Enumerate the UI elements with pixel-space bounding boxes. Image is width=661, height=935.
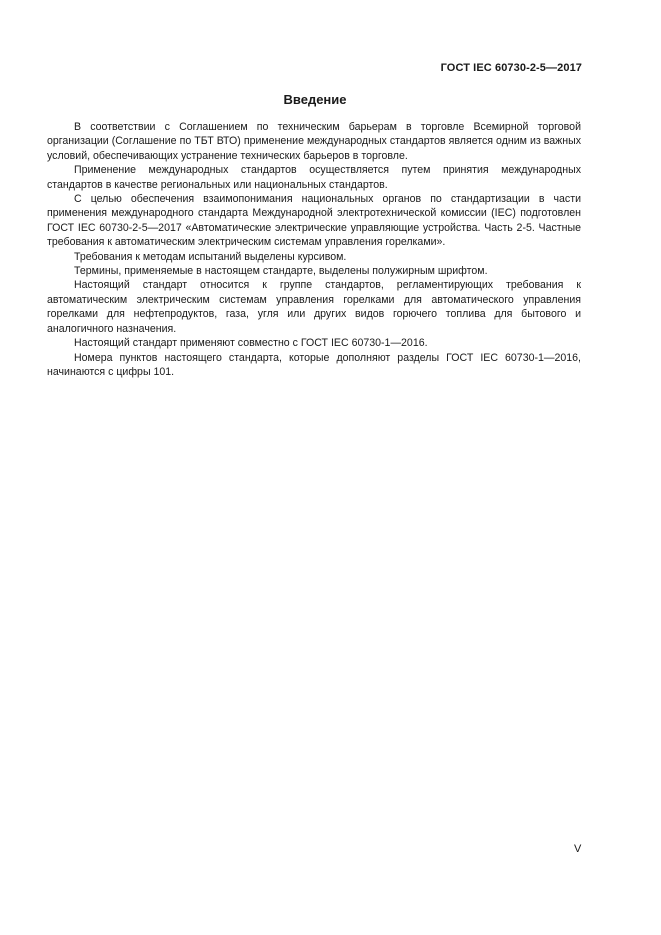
section-title: Введение <box>283 92 347 107</box>
paragraph-application: Применение международных стандартов осуществляется путем принятия международных стандартов в качестве региональных или национальных стандартов. <box>47 164 581 191</box>
page-number: V <box>574 843 582 855</box>
paragraph-purpose: С целью обеспечения взаимопонимания национальных органов по стандартизации в части применения международного стандарта Международной электротехнической комиссии (IEC) подготовлен ГОСТ IEC 60730-2-5—2017 «Автоматические электрические управляющие устройства. Часть 2-5. Частные требования к автоматическим электрическим системам управления горелками». <box>47 193 581 249</box>
paragraph-scope: Настоящий стандарт относится к группе стандартов, регламентирующих требования к автоматическим электрическим системам управления горелками для автоматического управления горелками для нефтепродуктов, газа, угля или других видов горючего топлива для бытового и аналогичного назначения. <box>47 279 581 335</box>
document-code: ГОСТ IEC 60730-2-5—2017 <box>440 62 582 74</box>
introduction-body <box>47 120 581 379</box>
paragraph-numbering: Номера пунктов настоящего стандарта, которые дополняют разделы ГОСТ IEC 60730-1—2016, начинаются с цифры 101. <box>47 351 581 378</box>
paragraph-terms: Термины, применяемые в настоящем стандарте, выделены полужирным шрифтом. <box>74 265 488 278</box>
paragraph-joint-use: Настоящий стандарт применяют совместно с ГОСТ IEC 60730-1—2016. <box>74 337 428 350</box>
paragraph-test-methods: Требования к методам испытаний выделены курсивом. <box>74 250 347 263</box>
paragraph-wto-agreement: В соответствии с Соглашением по техническим барьерам в торговле Всемирной торговой организации (Соглашение по ТБТ ВТО) применение международных стандартов является одним из важных условий, обеспечивающих устранение технических барьеров в торговле. <box>47 121 581 162</box>
